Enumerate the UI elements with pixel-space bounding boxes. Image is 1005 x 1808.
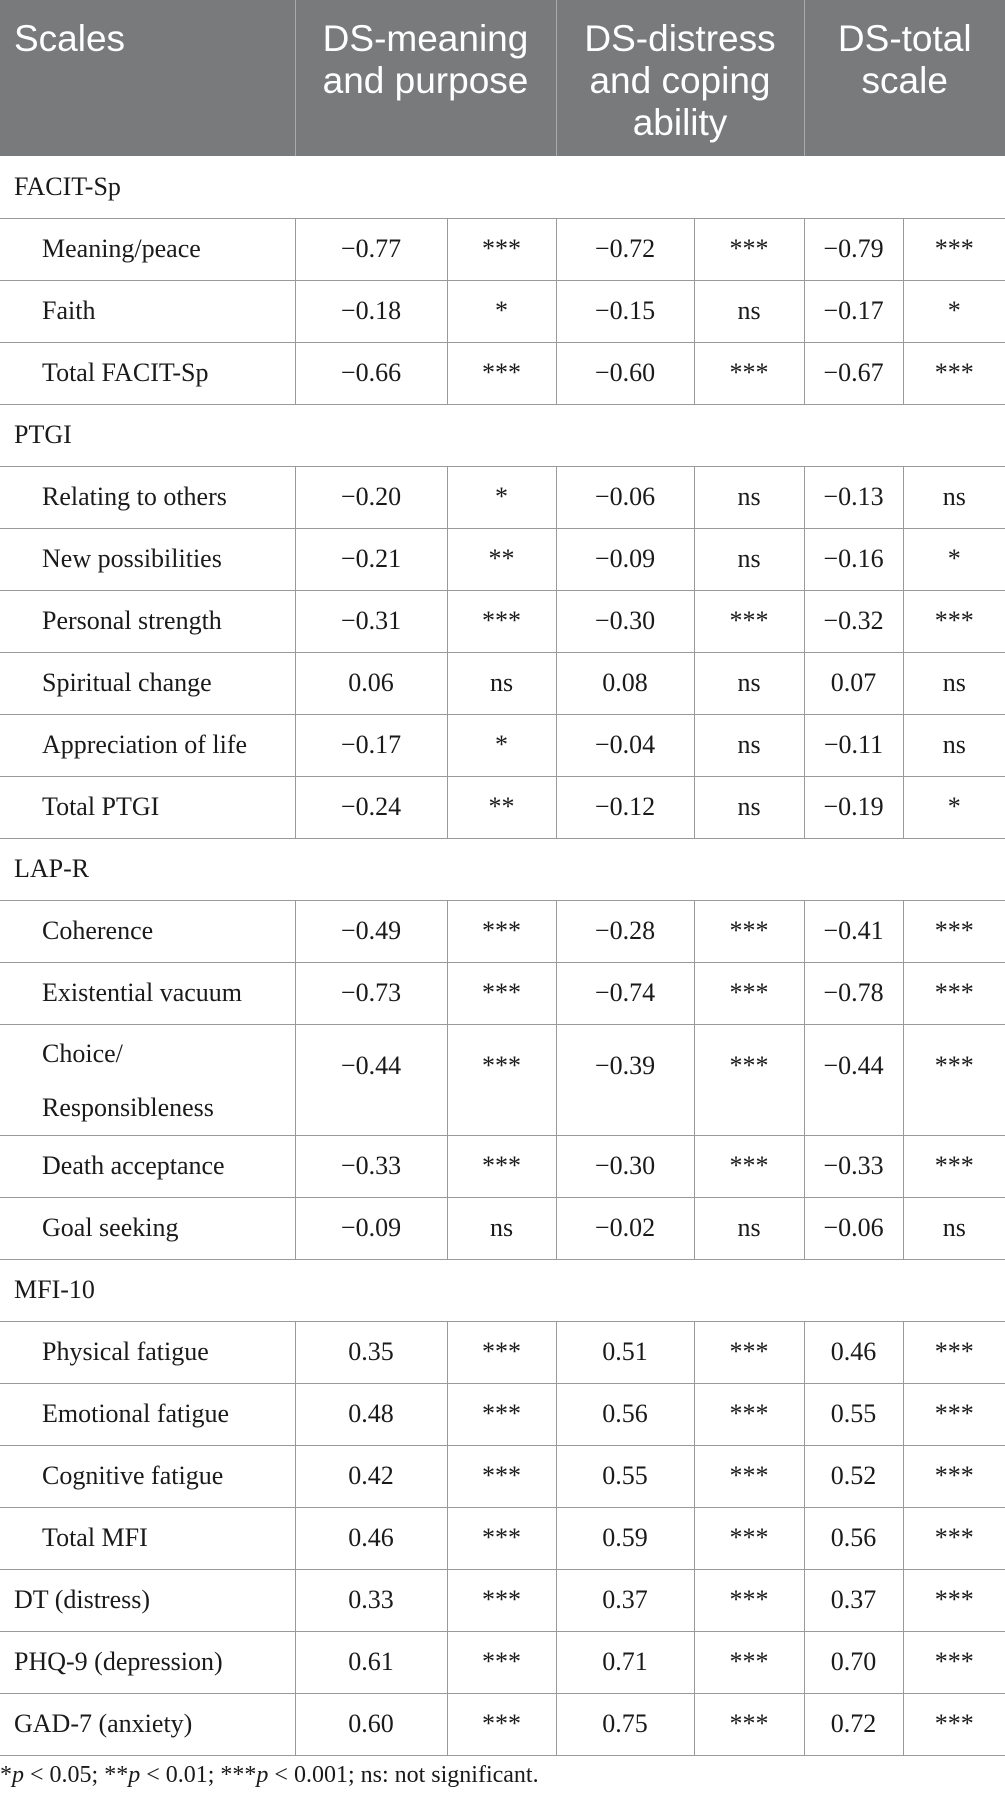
significance-marker: ns (694, 528, 804, 590)
section-row (0, 404, 1005, 466)
correlation-value: −0.79 (804, 218, 903, 280)
correlation-value: −0.66 (295, 342, 447, 404)
table-row (0, 776, 1005, 838)
significance-marker: *** (447, 218, 556, 280)
row-label-line1: Choice/ (42, 1038, 123, 1068)
significance-marker: *** (903, 1024, 1005, 1135)
significance-marker: *** (903, 1383, 1005, 1445)
significance-marker: * (447, 714, 556, 776)
correlation-value: 0.55 (556, 1445, 694, 1507)
significance-marker: *** (903, 1445, 1005, 1507)
significance-marker: ns (694, 1197, 804, 1259)
footnote-segment: p (12, 1762, 24, 1788)
significance-marker: *** (694, 1507, 804, 1569)
correlation-value: −0.33 (295, 1135, 447, 1197)
section-label: MFI-10 (0, 1259, 1005, 1321)
significance-marker: *** (694, 1024, 804, 1135)
significance-marker: *** (903, 1569, 1005, 1631)
significance-marker: * (903, 280, 1005, 342)
significance-marker: * (447, 280, 556, 342)
table-row (0, 1507, 1005, 1569)
table-header (0, 0, 1005, 156)
row-label: GAD-7 (anxiety) (0, 1693, 295, 1755)
correlation-value: −0.33 (804, 1135, 903, 1197)
significance-marker: ns (903, 652, 1005, 714)
correlation-value: −0.02 (556, 1197, 694, 1259)
table-footnote (0, 1762, 539, 1789)
table-body (0, 156, 1005, 1755)
correlation-value: −0.11 (804, 714, 903, 776)
section-label: FACIT-Sp (0, 156, 1005, 218)
correlation-value: −0.44 (295, 1024, 447, 1135)
correlation-value: −0.16 (804, 528, 903, 590)
header-ds-total: DS-total scale (804, 0, 1005, 156)
significance-marker: *** (694, 1631, 804, 1693)
row-label: Total FACIT-Sp (0, 342, 295, 404)
row-label: Emotional fatigue (0, 1383, 295, 1445)
significance-marker: ns (447, 1197, 556, 1259)
row-label: Spiritual change (0, 652, 295, 714)
correlation-value: −0.20 (295, 466, 447, 528)
row-label: Physical fatigue (0, 1321, 295, 1383)
table-row (0, 218, 1005, 280)
significance-marker: ns (694, 714, 804, 776)
significance-marker: *** (447, 1321, 556, 1383)
header-ds-distress-coping: DS-distress and coping ability (556, 0, 804, 156)
correlation-value: 0.75 (556, 1693, 694, 1755)
correlation-value: −0.44 (804, 1024, 903, 1135)
row-label: Personal strength (0, 590, 295, 652)
section-row (0, 1259, 1005, 1321)
significance-marker: *** (447, 590, 556, 652)
footnote-segment: * (0, 1762, 12, 1788)
table-row (0, 280, 1005, 342)
correlation-value: −0.49 (295, 900, 447, 962)
correlation-value: −0.28 (556, 900, 694, 962)
significance-marker: *** (447, 900, 556, 962)
significance-marker: *** (903, 1631, 1005, 1693)
significance-marker: *** (903, 1135, 1005, 1197)
significance-marker: *** (694, 1321, 804, 1383)
header-scales: Scales (0, 0, 295, 156)
significance-marker: ns (903, 1197, 1005, 1259)
table-row (0, 1321, 1005, 1383)
correlation-value: −0.21 (295, 528, 447, 590)
correlation-value: 0.55 (804, 1383, 903, 1445)
correlation-value: −0.60 (556, 342, 694, 404)
footnote-segment: p (128, 1762, 141, 1788)
significance-marker: *** (903, 342, 1005, 404)
footnote-segment: p (256, 1762, 269, 1788)
row-label (0, 1024, 295, 1135)
table-row (0, 1569, 1005, 1631)
correlation-value: 0.42 (295, 1445, 447, 1507)
significance-marker: *** (903, 1321, 1005, 1383)
row-label-line2: Responsibleness (42, 1092, 214, 1122)
correlation-value: −0.19 (804, 776, 903, 838)
row-label: PHQ-9 (depression) (0, 1631, 295, 1693)
significance-marker: *** (694, 1569, 804, 1631)
significance-marker: *** (447, 962, 556, 1024)
correlation-value: 0.56 (556, 1383, 694, 1445)
correlation-value: 0.61 (295, 1631, 447, 1693)
table-row (0, 962, 1005, 1024)
correlation-value: 0.71 (556, 1631, 694, 1693)
correlation-value: −0.39 (556, 1024, 694, 1135)
table-row (0, 1631, 1005, 1693)
significance-marker: *** (903, 1507, 1005, 1569)
table-row (0, 466, 1005, 528)
table-row (0, 714, 1005, 776)
correlation-value: −0.67 (804, 342, 903, 404)
correlation-value: −0.06 (804, 1197, 903, 1259)
correlation-value: 0.59 (556, 1507, 694, 1569)
correlation-value: −0.15 (556, 280, 694, 342)
correlation-value: 0.06 (295, 652, 447, 714)
correlation-value: −0.17 (804, 280, 903, 342)
correlation-value: −0.30 (556, 1135, 694, 1197)
correlation-value: 0.07 (804, 652, 903, 714)
table-row (0, 900, 1005, 962)
significance-marker: ns (447, 652, 556, 714)
significance-marker: *** (694, 1693, 804, 1755)
significance-marker: ns (694, 280, 804, 342)
significance-marker: * (903, 776, 1005, 838)
significance-marker: ns (694, 776, 804, 838)
significance-marker: *** (447, 1631, 556, 1693)
significance-marker: *** (694, 1135, 804, 1197)
row-label: Relating to others (0, 466, 295, 528)
correlation-value: 0.51 (556, 1321, 694, 1383)
correlation-value: 0.08 (556, 652, 694, 714)
significance-marker: *** (447, 1445, 556, 1507)
section-row (0, 838, 1005, 900)
header-ds-meaning-purpose: DS-meaning and purpose (295, 0, 556, 156)
table-row (0, 1383, 1005, 1445)
correlation-value: 0.35 (295, 1321, 447, 1383)
correlation-value: 0.37 (804, 1569, 903, 1631)
correlation-value: −0.18 (295, 280, 447, 342)
footnote-segment: < 0.001; ns: not significant. (268, 1762, 539, 1788)
significance-marker: *** (447, 1135, 556, 1197)
significance-marker: *** (903, 218, 1005, 280)
correlation-value: −0.09 (556, 528, 694, 590)
row-label: Death acceptance (0, 1135, 295, 1197)
table-row (0, 1197, 1005, 1259)
row-label: Meaning/peace (0, 218, 295, 280)
significance-marker: * (447, 466, 556, 528)
row-label: Cognitive fatigue (0, 1445, 295, 1507)
correlation-value: −0.73 (295, 962, 447, 1024)
correlation-value: 0.70 (804, 1631, 903, 1693)
correlation-value: 0.48 (295, 1383, 447, 1445)
significance-marker: *** (694, 590, 804, 652)
row-label: Coherence (0, 900, 295, 962)
row-label: Total MFI (0, 1507, 295, 1569)
row-label: Appreciation of life (0, 714, 295, 776)
row-label: DT (distress) (0, 1569, 295, 1631)
correlation-value: 0.46 (295, 1507, 447, 1569)
row-label: New possibilities (0, 528, 295, 590)
correlation-value: −0.31 (295, 590, 447, 652)
significance-marker: *** (694, 342, 804, 404)
significance-marker: *** (694, 1445, 804, 1507)
significance-marker: ns (694, 652, 804, 714)
correlation-value: 0.33 (295, 1569, 447, 1631)
row-label: Existential vacuum (0, 962, 295, 1024)
correlation-value: −0.17 (295, 714, 447, 776)
table-row (0, 528, 1005, 590)
significance-marker: ns (694, 466, 804, 528)
section-label: LAP-R (0, 838, 1005, 900)
correlation-value: −0.78 (804, 962, 903, 1024)
significance-marker: *** (447, 1569, 556, 1631)
significance-marker: *** (694, 962, 804, 1024)
significance-marker: *** (447, 1693, 556, 1755)
correlation-value: 0.72 (804, 1693, 903, 1755)
correlation-value: −0.12 (556, 776, 694, 838)
table-row (0, 590, 1005, 652)
correlation-value: 0.52 (804, 1445, 903, 1507)
table-row (0, 1693, 1005, 1755)
footnote-segment: < 0.05; ** (24, 1762, 129, 1788)
correlation-value: −0.04 (556, 714, 694, 776)
significance-marker: *** (447, 342, 556, 404)
correlation-value: −0.24 (295, 776, 447, 838)
row-label: Total PTGI (0, 776, 295, 838)
correlation-value: −0.77 (295, 218, 447, 280)
correlation-value: −0.72 (556, 218, 694, 280)
significance-marker: *** (903, 900, 1005, 962)
correlation-value: −0.06 (556, 466, 694, 528)
table-row (0, 652, 1005, 714)
significance-marker: *** (694, 218, 804, 280)
section-row (0, 156, 1005, 218)
significance-marker: *** (694, 1383, 804, 1445)
correlation-value: −0.41 (804, 900, 903, 962)
significance-marker: ** (447, 776, 556, 838)
section-label: PTGI (0, 404, 1005, 466)
correlation-value: 0.46 (804, 1321, 903, 1383)
significance-marker: *** (903, 1693, 1005, 1755)
significance-marker: *** (903, 962, 1005, 1024)
correlation-value: 0.37 (556, 1569, 694, 1631)
significance-marker: *** (447, 1383, 556, 1445)
correlation-value: −0.74 (556, 962, 694, 1024)
correlation-value: −0.09 (295, 1197, 447, 1259)
significance-marker: *** (694, 900, 804, 962)
significance-marker: *** (447, 1024, 556, 1135)
correlation-value: −0.32 (804, 590, 903, 652)
correlation-value: −0.13 (804, 466, 903, 528)
table-row (0, 1445, 1005, 1507)
row-label: Goal seeking (0, 1197, 295, 1259)
table-row (0, 1135, 1005, 1197)
table-row (0, 1024, 1005, 1135)
correlation-value: 0.60 (295, 1693, 447, 1755)
significance-marker: ** (447, 528, 556, 590)
table-row (0, 342, 1005, 404)
significance-marker: ns (903, 714, 1005, 776)
correlation-value: 0.56 (804, 1507, 903, 1569)
significance-marker: *** (903, 590, 1005, 652)
footnote-segment: < 0.01; *** (140, 1762, 257, 1788)
significance-marker: ns (903, 466, 1005, 528)
row-label: Faith (0, 280, 295, 342)
correlation-value: −0.30 (556, 590, 694, 652)
significance-marker: * (903, 528, 1005, 590)
significance-marker: *** (447, 1507, 556, 1569)
